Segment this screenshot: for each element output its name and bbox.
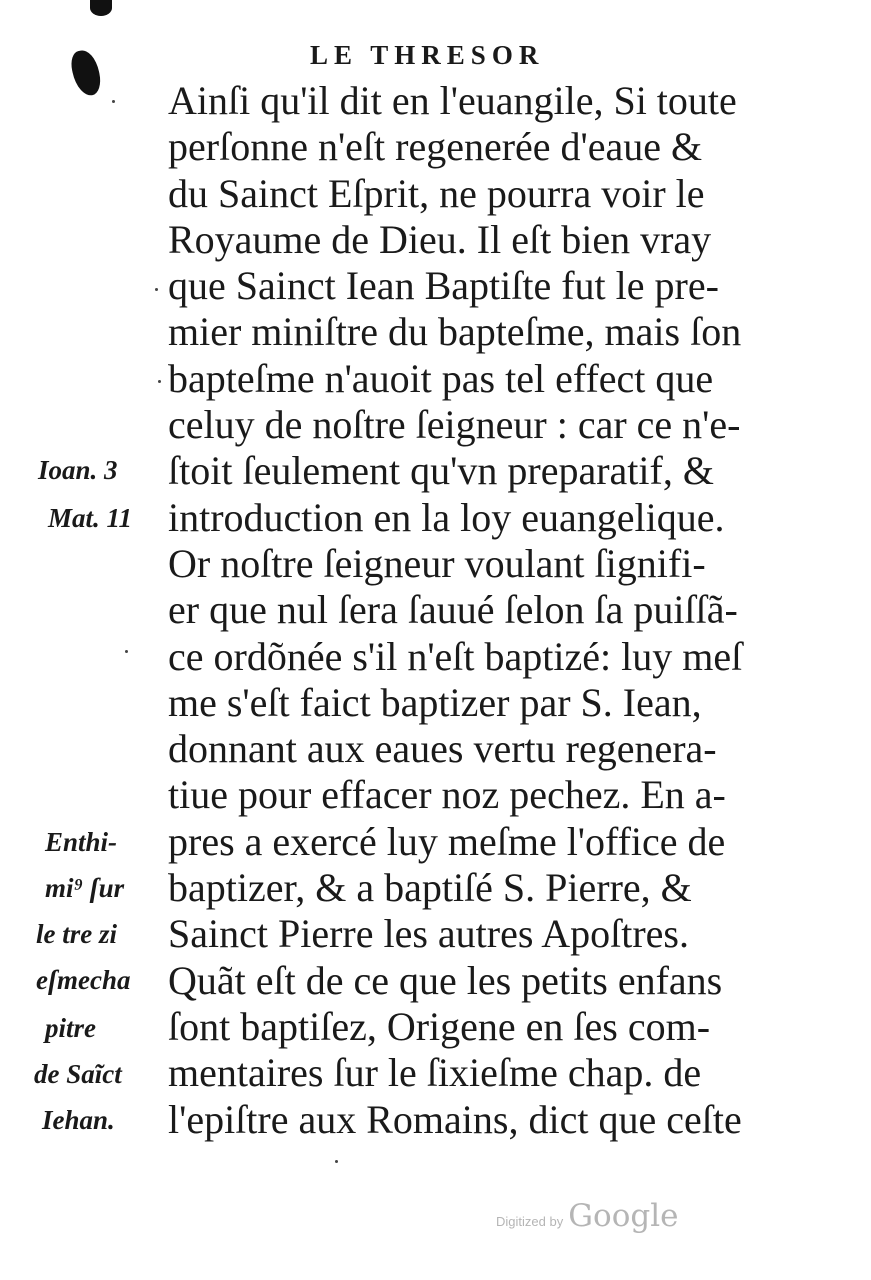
text-line: que Sainct Iean Baptiſte fut le pre-: [168, 263, 719, 309]
text-line: introduction en la loy euangelique.: [168, 494, 725, 540]
ink-speck: [155, 288, 158, 291]
text-line: mentaires ſur le ſixieſme chap. de: [168, 1050, 702, 1096]
margin-note: Ioan. 3: [38, 455, 118, 485]
ink-blot: [69, 48, 104, 98]
ink-speck: [125, 650, 128, 653]
margin-note: Enthi-: [45, 827, 118, 857]
body-text: [168, 78, 793, 1143]
text-line: l'epiſtre aux Romains, dict que ceſte: [168, 1096, 742, 1142]
text-line: ſtoit ſeulement qu'vn preparatif, &: [168, 448, 714, 494]
ink-speck: [335, 1160, 338, 1163]
text-line: tiue pour effacer noz pechez. En a-: [168, 772, 726, 818]
margin-note: de Saĩct: [34, 1059, 122, 1089]
text-line: me s'eſt faict baptizer par S. Iean,: [168, 679, 702, 725]
text-line: ce ordõnée s'il n'eſt baptizé: luy meſ: [168, 633, 743, 679]
margin-note: Iehan.: [42, 1105, 115, 1135]
google-logo: Google: [568, 1198, 679, 1234]
text-line: perſonne n'eſt regenerée d'eaue &: [168, 124, 703, 170]
ink-blot: [90, 0, 112, 16]
text-line: mier miniſtre du bapteſme, mais ſon: [168, 309, 742, 355]
text-line: Or noſtre ſeigneur voulant ſignifi-: [168, 540, 706, 586]
text-line: donnant aux eaues vertu regenera-: [168, 726, 717, 772]
ink-speck: [158, 380, 161, 383]
margin-note: pitre: [45, 1013, 96, 1043]
margin-note: mi⁹ ſur: [45, 873, 125, 903]
text-line: baptizer, & a baptiſé S. Pierre, &: [168, 865, 692, 911]
watermark-prefix: Digitized by: [496, 1214, 564, 1229]
text-line: du Sainct Eſprit, ne pourra voir le: [168, 170, 705, 216]
margin-note: le tre zi: [36, 919, 117, 949]
ink-speck: [112, 100, 115, 103]
margin-note: eſmecha: [36, 965, 131, 995]
text-line: Quãt eſt de ce que les petits enfans: [168, 957, 723, 1003]
text-line: Ainſi qu'il dit en l'euangile, Si toute: [168, 78, 737, 123]
text-line: celuy de noſtre ſeigneur : car ce n'e-: [168, 402, 741, 448]
text-line: pres a exercé luy meſme l'office de: [168, 818, 726, 864]
margin-note: Mat. 11: [48, 503, 133, 533]
text-line: er que nul ſera ſauué ſelon ſa puiſſã-: [168, 587, 738, 633]
text-line: Royaume de Dieu. Il eſt bien vray: [168, 216, 712, 262]
digitized-watermark: [496, 1198, 679, 1234]
text-line: ſont baptiſez, Origene en ſes com-: [168, 1003, 711, 1049]
running-head: LE THRESOR: [310, 40, 545, 70]
text-line: Sainct Pierre les autres Apoſtres.: [168, 911, 689, 957]
text-line: bapteſme n'auoit pas tel effect que: [168, 355, 714, 401]
